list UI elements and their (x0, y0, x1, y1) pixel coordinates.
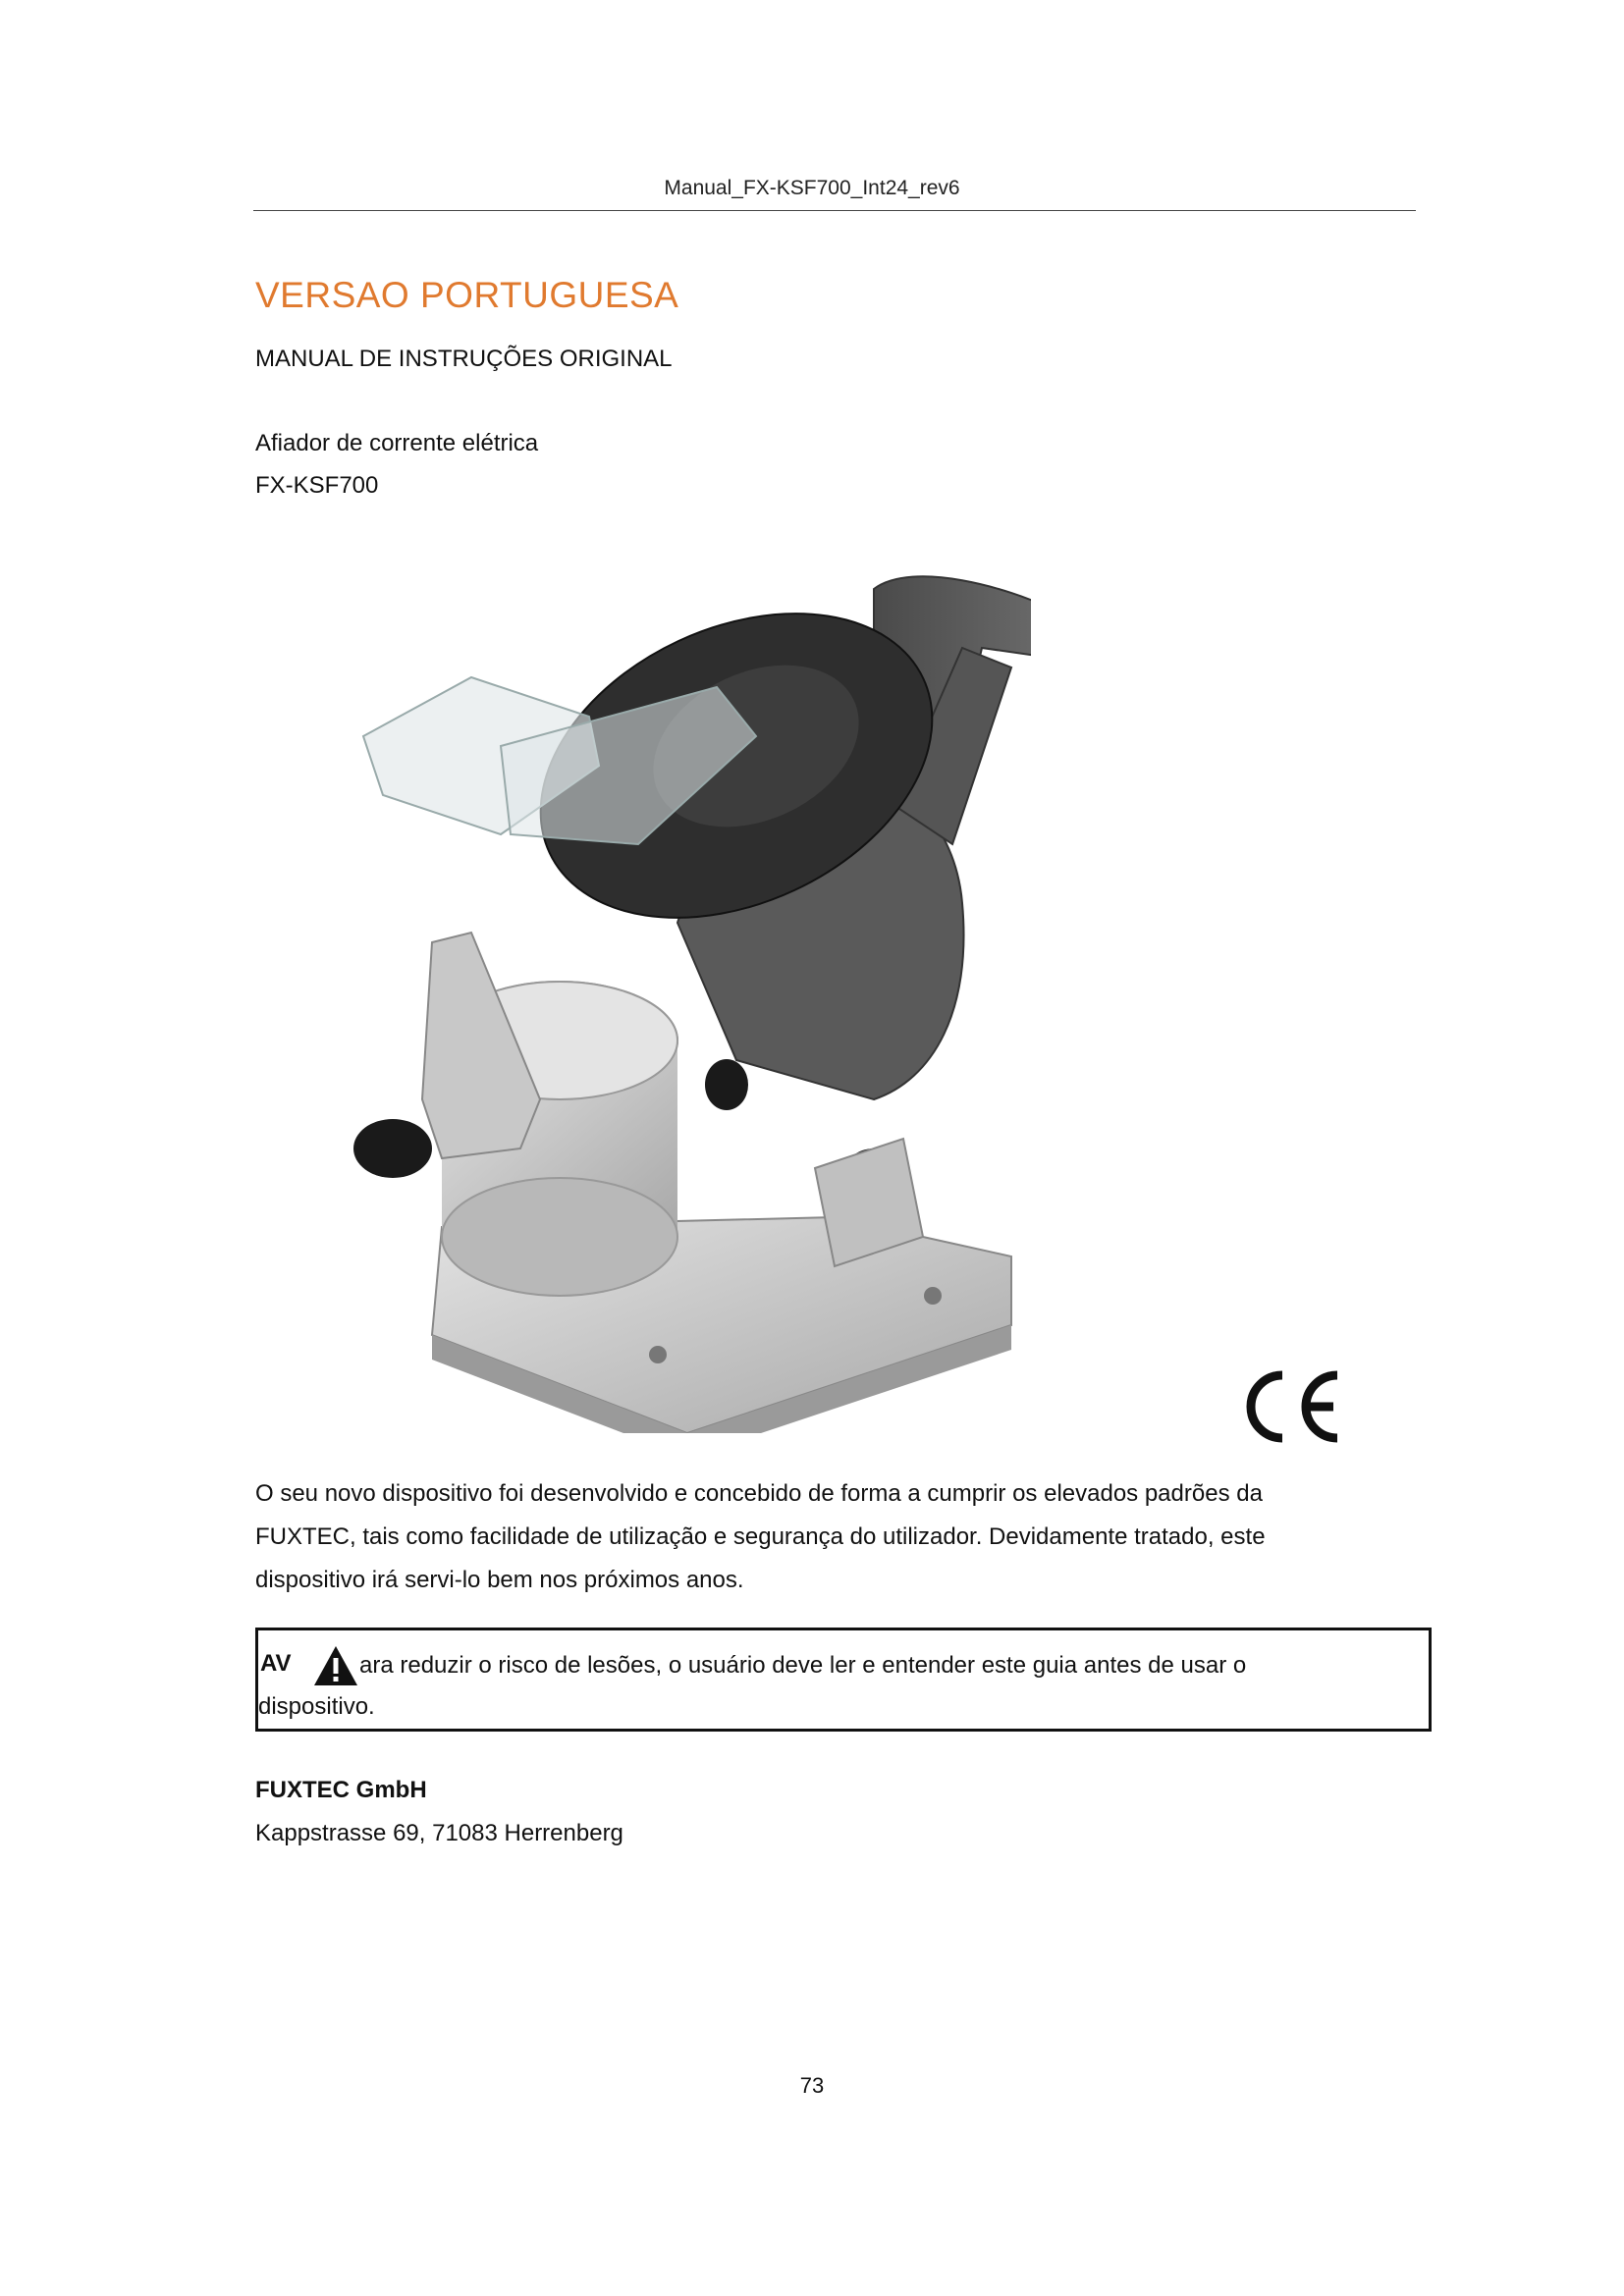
warning-text-line2: dispositivo. (258, 1693, 375, 1720)
chain-sharpener-image (324, 550, 1031, 1433)
product-model: FX-KSF700 (255, 472, 379, 499)
intro-line: O seu novo dispositivo foi desenvolvido e concebido de forma a cumprir os elevados padrões da (255, 1480, 1263, 1507)
product-name: Afiador de corrente elétrica (255, 430, 539, 456)
warning-triangle-icon (312, 1644, 359, 1687)
ce-mark-icon (1239, 1367, 1347, 1446)
warning-label: AV (260, 1650, 292, 1677)
page-number: 73 (799, 2073, 825, 2098)
intro-line: FUXTEC, tais como facilidade de utilização e segurança do utilizador. Devidamente tratado, este (255, 1523, 1266, 1550)
company-name: FUXTEC GmbH (255, 1777, 427, 1803)
warning-box (255, 1628, 1432, 1732)
company-address: Kappstrasse 69, 71083 Herrenberg (255, 1820, 623, 1846)
header-rule (253, 210, 1416, 211)
manual-subtitle: MANUAL DE INSTRUÇÕES ORIGINAL (255, 346, 673, 372)
intro-line: dispositivo irá servi-lo bem nos próximos anos. (255, 1567, 744, 1593)
running-header: Manual_FX-KSF700_Int24_rev6 (664, 177, 960, 199)
intro-paragraph (255, 1472, 1394, 1602)
warning-text-line1: ara reduzir o risco de lesões, o usuário deve ler e entender este guia antes de usar o (359, 1652, 1247, 1679)
page-title: VERSAO PORTUGUESA (255, 275, 679, 315)
